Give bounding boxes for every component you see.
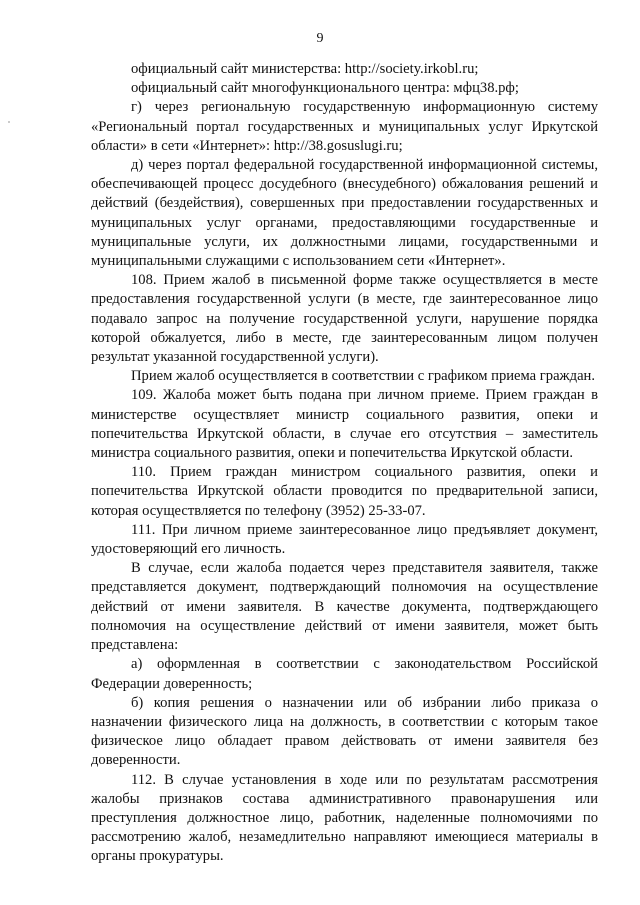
paragraph-representative: В случае, если жалоба подается через представителя заявителя, также представляется документ, подтверждающий полномочия на осуществление действий от имени заявителя. В качестве документа, подтверждающего полномочия на осуществление действий от имени заявителя, может быть представлена: [91, 560, 598, 654]
paragraph-110: 110. Прием граждан министром социального развития, опеки и попечительства Иркутской области проводится по предварительной записи, которая осуществляется по телефону (3952) 25-33-07. [91, 464, 598, 519]
paragraph-109: 109. Жалоба может быть подана при личном приеме. Прием граждан в министерстве осуществляет министр социального развития, опеки и попечительства Иркутской области, в случае его отсутствия – заместитель министра социального развития, опеки и попечительства Иркутской области. [91, 387, 598, 462]
paragraph-reception-schedule: Прием жалоб осуществляется в соответствии с графиком приема граждан. [131, 368, 595, 385]
paragraph-item-b: б) копия решения о назначении или об избрании либо приказа о назначении физического лица на должность, в соответствии с которым такое физическое лицо обладает правом действовать от имени заявителя без доверенности. [91, 694, 598, 769]
page-number: 9 [316, 31, 324, 46]
paragraph-item-g: г) через региональную государственную информационную систему «Региональный портал государственных и муниципальных услуг Иркутской области» в сети «Интернет»: http://38.gosuslugi.ru; [91, 99, 598, 154]
paragraph-108: 108. Прием жалоб в письменной форме также осуществляется в месте предоставления государственной услуги (в месте, где заинтересованное лицо подавало запрос на получение государственной услуги, нарушение порядка которой обжалуется, либо в месте, где заинтересованным лицом получен результат указанной государственной услуги). [91, 272, 598, 366]
document-body [91, 60, 598, 867]
paragraph-111: 111. При личном приеме заинтересованное лицо предъявляет документ, удостоверяющий его личность. [91, 521, 598, 558]
paragraph-mfc-site: официальный сайт многофункционального центра: мфц38.рф; [131, 80, 519, 97]
paragraph-ministry-site: официальный сайт министерства: http://society.irkobl.ru; [131, 61, 479, 77]
scan-artifact [8, 121, 10, 123]
paragraph-item-d: д) через портал федеральной государственной информационной системы, обеспечивающей процесс досудебного (внесудебного) обжалования решений и действий (бездействия), совершенных при предоставлении государственных и муниципальных услуг органами, предоставляющими государственные и муниципальные услуги, их должностными лицами, государственными и муниципальными служащими с использованием сети «Интернет». [91, 157, 598, 270]
paragraph-item-a: а) оформленная в соответствии с законодательством Российской Федерации доверенность; [91, 656, 598, 692]
paragraph-112: 112. В случае установления в ходе или по результатам рассмотрения жалобы признаков состава административного правонарушения или преступления должностное лицо, работник, наделенные полномочиями по рассмотрению жалоб, незамедлительно направляют имеющиеся материалы в органы прокуратуры. [91, 771, 598, 865]
